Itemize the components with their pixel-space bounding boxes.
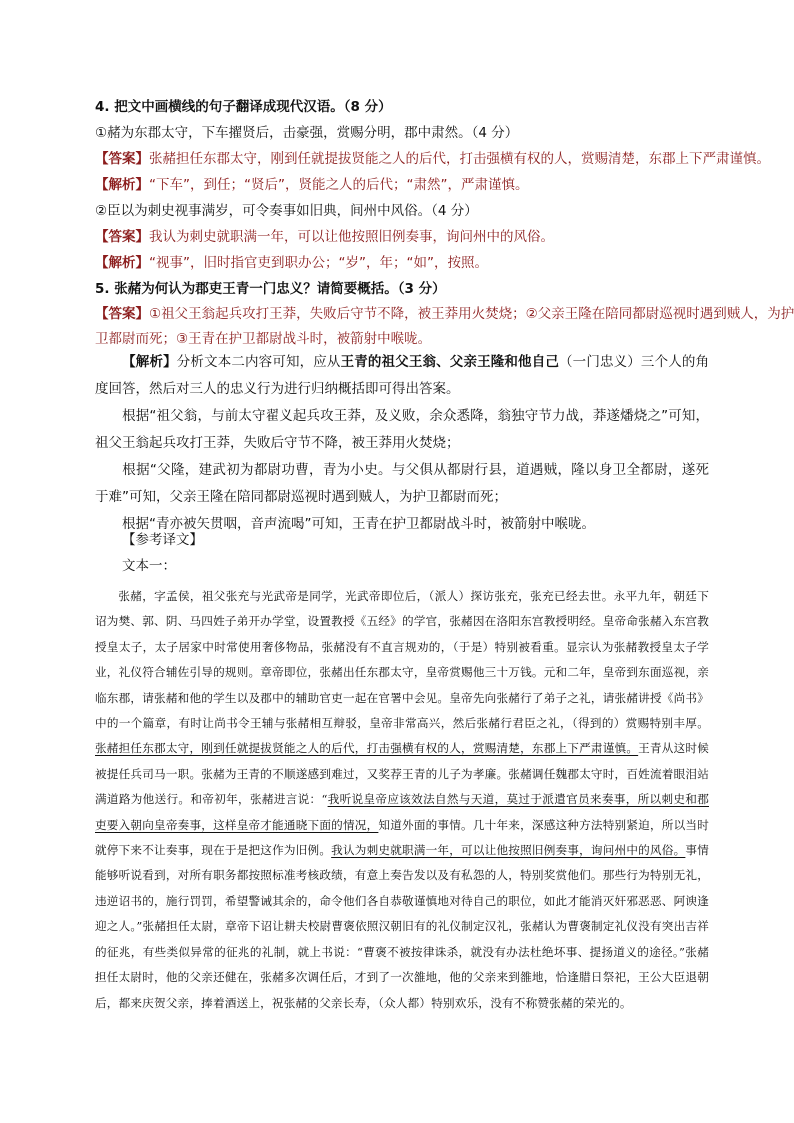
text-1-label: 文本一：: [122, 558, 176, 574]
translation-segment: 知道外面的事情。几十年来，深感这种方法特别紧迫，所以当时就停下来不让奏事，现在于是把这作为旧例。: [95, 817, 709, 858]
question-4-title: 4. 把文中画横线的句子翻译成现代汉语。（8 分）: [95, 99, 392, 115]
translation-segment: 事情能够听说看到，对所有职务都按照标准考核政绩，有意上奏告发以及有私怨的人，特别奖赏他们。那些行为特别无礼，违逆诏书的，施行罚罚，希望警诫其余的，命令他们各自恭敬谨慎地对待自己的职位，如此才能消灭奸邪恶恶、阿谀逢迎之人。”张赭担任太尉，章帝下诏让耕夫校尉曹褒依照汉朝旧有的礼仪制定汉礼，张赭认为曹褒制定礼仪没有突出吉祥的征兆，有些类似异常的征兆的礼制，就上书说：“曹褒不被按律诛杀，就没有办法杜绝坏事、提扬道义的途径。”张赭担任太尉时，他的父亲还健在，张赭多次调任后，才到了一次雒地，他的父亲来到雒地，恰逢腊日祭祀，王公大臣退朝后，都来庆贺父亲，捧着酒送上，祝张赭的父亲长寿，（众人都）特别欢乐，没有不称赞张赭的荣光的。: [95, 843, 709, 1010]
question-4-sentence-2: ②臣以为刺史视事满岁，可令奏事如旧典，间州中风俗。（4 分）: [95, 203, 478, 219]
underlined-sentence: 张赭担任东郡太守，刚到任就提拔贤能之人的后代，打击强横有权的人，赏赐清楚，东郡上下严肃谨慎。: [95, 741, 639, 756]
q4-s1-answer: [95, 149, 770, 169]
analysis-text-bold: 王青的祖父王翁、父亲王隆和他自己: [340, 354, 560, 370]
analysis-text: “视事”，旧时指官吏到职办公；“岁”，年；“如”，按照。: [149, 255, 488, 271]
analysis-tag: 【解析】: [95, 177, 149, 193]
answer-tag: 【答案】: [95, 151, 149, 167]
analysis-tag: 【解析】: [122, 354, 177, 370]
underlined-sentence: 我认为刺史就职满一年，可以让他按照旧例奏事，询问州中的风俗。: [331, 843, 686, 858]
answer-text: 张赭担任东郡太守，刚到任就提拔贤能之人的后代，打击强横有权的人，赏赐清楚，东郡上下严肃谨慎。: [149, 151, 770, 167]
answer-tag: 【答案】: [95, 229, 149, 245]
paragraph-text: 根据“祖父翁，与前太守翟义起兵攻王莽，及义败，余众悉降，翁独守节力战，莽遂燔烧之”可知，祖父王翁起兵攻打王莽，失败后守节不降，被王莽用火焚烧；: [95, 408, 709, 451]
q5-paragraph-3: [95, 457, 709, 511]
translation-segment: 张赭，字孟侯，祖父张充与光武帝是同学，光武帝即位后，（派人）探访张充，张充已经去世。永平九年，朝廷下诏为樊、郭、阴、马四姓子弟开办学堂，设置教授《五经》的学官，张赭因在洛阳东宫教授明经。皇帝命张赭入东宫教授皇太子，太子居家中时常使用奢侈物品，张赭没有不直言规劝的，（于是）特别被看重。显宗认为张赭教授皇太子学业，礼仪符合辅佐引导的规则。章帝即位，张赭出任东郡太守，皇帝赏赐他三十万钱。元和二年，皇帝到东面巡视，亲临东郡，请张赭和他的学生以及郡中的辅助官吏一起在官署中会见。皇帝先向张赭行了弟子之礼，请张赭讲授《尚书》中的一个篇章，有时让尚书令王辅与张赭相互辩驳，皇帝非常高兴，然后张赭行君臣之礼，（得到的）赏赐特别丰厚。: [95, 589, 709, 731]
paragraph-text: 根据“父隆，建武初为都尉功曹，青为小史。与父俱从都尉行县，道遇贼，隆以身卫全都尉，遂死于难”可知，父亲王隆在陪同都尉巡视时遇到贼人，为护卫都尉而死；: [95, 462, 709, 505]
analysis-text-pre: 分析文本二内容可知，应从: [176, 354, 341, 370]
q5-paragraph-2: [95, 403, 709, 457]
reference-translation-body: [95, 584, 709, 1016]
q4-s1-analysis: [95, 175, 528, 195]
analysis-text-post: （一门忠义）三个人的角度回答，然后对三人的忠义行为进行归纳概括即可得出答案。: [95, 354, 710, 397]
underlined-sentence: 我听说皇帝应该效法自然与天道，莫过于派遣官员来奏事，所以刺史和郡吏要入朝向皇帝奏事，这样皇帝才能通晓下面的情况，: [95, 792, 709, 832]
translation-segment: 王青从这时候被提任兵司马一职。张赭为王青的不顺遂感到难过，又奖荐王青的儿子为孝廉。张赭调任魏郡太守时，百姓流着眼泪站满道路为他送行。和帝初年，张赭进言说：“: [95, 741, 709, 807]
q5-answer-line-2: 卫都尉而死；③王青在护卫都尉战斗时，被箭射中喉咙。: [95, 331, 432, 347]
q4-s2-answer: [95, 227, 554, 247]
answer-text: ①祖父王翁起兵攻打王莽，失败后守节不降，被王莽用火焚烧；②父亲王隆在陪同都尉巡视时遇到贼人，为护: [149, 306, 794, 322]
question-5-title: 5. 张赭为何认为郡吏王青一门忠义？请简要概括。（3 分）: [95, 281, 446, 297]
analysis-tag: 【解析】: [95, 255, 149, 271]
q5-answer-line-1: [95, 304, 794, 324]
question-4-sentence-1: ①赭为东郡太守，下车擢贤后，击豪强，赏赐分明，郡中肃然。（4 分）: [95, 125, 519, 141]
reference-translation-title: 【参考译文】: [122, 532, 203, 548]
answer-tag: 【答案】: [95, 306, 149, 322]
q4-s2-analysis: [95, 253, 488, 273]
answer-text: 我认为刺史就职满一年，可以让他按照旧例奏事，询问州中的风俗。: [149, 229, 554, 245]
analysis-text: “下车”，到任；“贤后”，贤能之人的后代；“肃然”，严肃谨慎。: [149, 177, 529, 193]
paragraph-text: 根据“青亦被矢贯咽，音声流喝”可知，王青在护卫都尉战斗时，被箭射中喉咙。: [122, 516, 595, 532]
q5-analysis-paragraph: [95, 349, 709, 403]
